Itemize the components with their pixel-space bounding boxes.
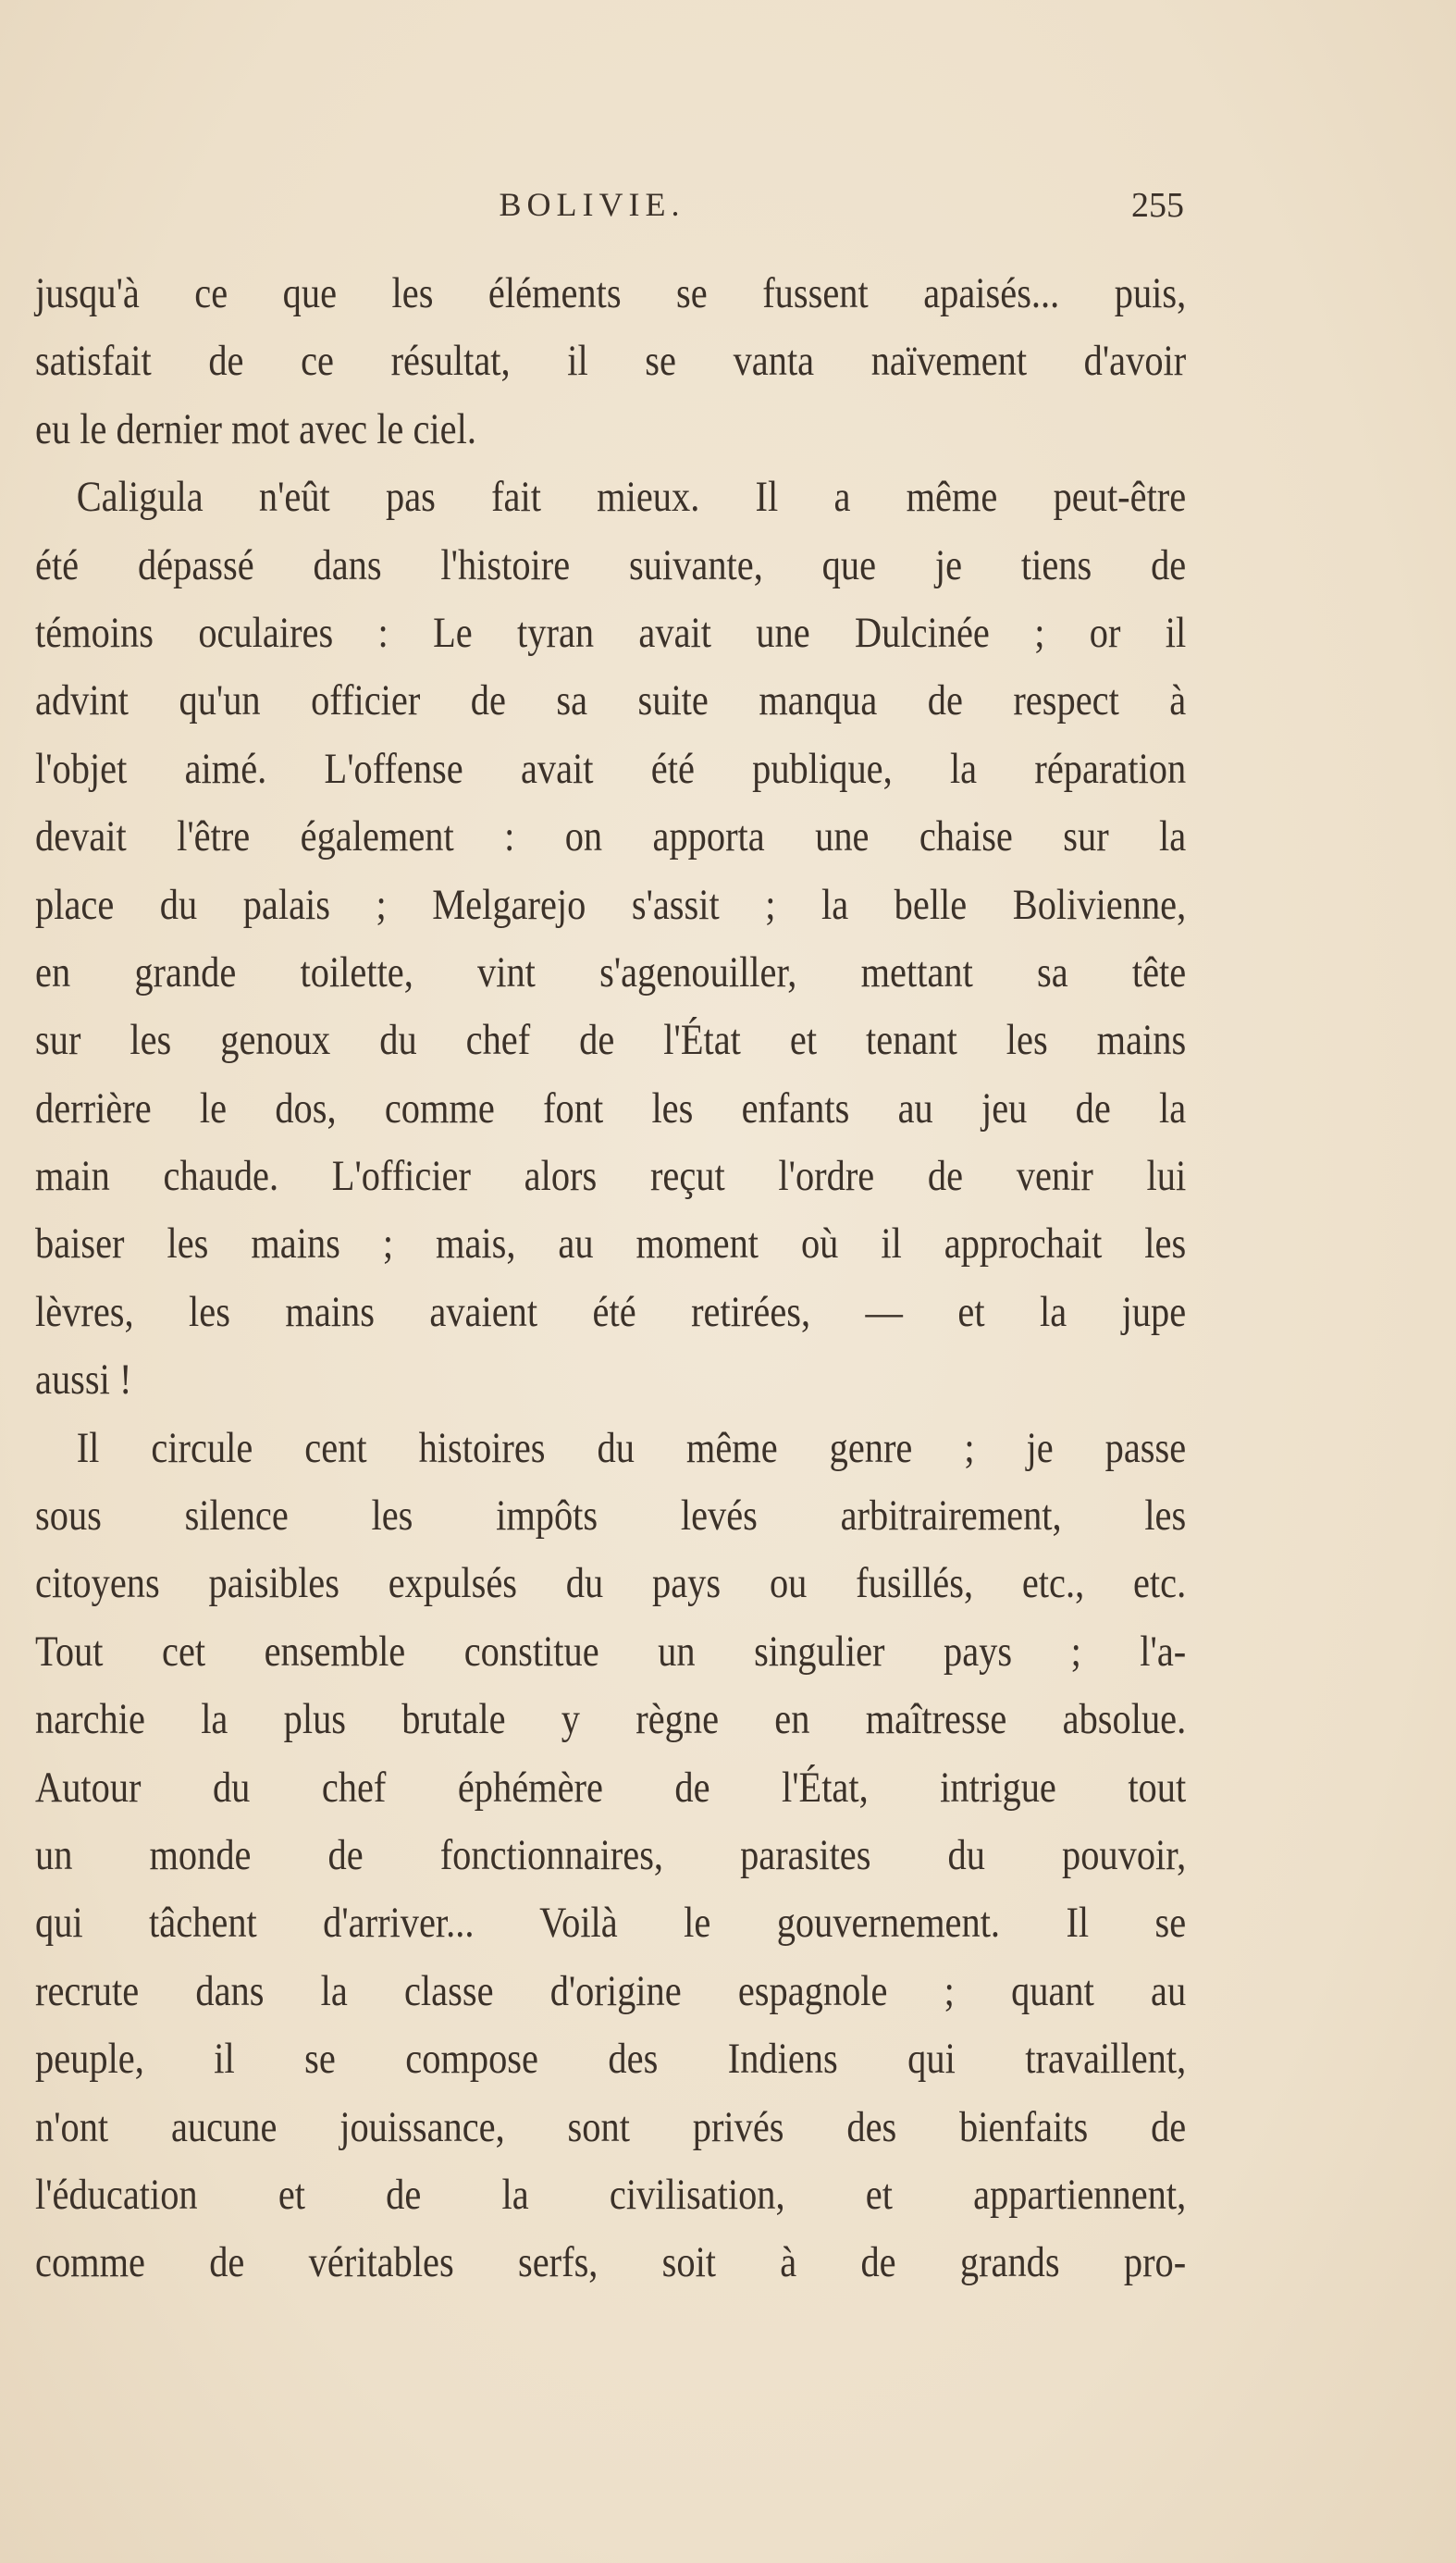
text-line: l'objet aimé. L'offense avait été publique, la réparation [35,744,1187,793]
text-line: place du palais ; Melgarejo s'assit ; la belle Bolivienne, [35,880,1187,929]
text-line: citoyens paisibles expulsés du pays ou fusillés, etc., etc. [35,1559,1187,1608]
text-line: n'ont aucune jouissance, sont privés des bienfaits de [35,2102,1187,2151]
text-line: satisfait de ce résultat, il se vanta naïvement d'avoir [35,337,1187,386]
text-line: recrute dans la classe d'origine espagnole ; quant au [35,1966,1187,2015]
body-text [35,260,1186,2297]
text-line: eu le dernier mot avec le ciel. [35,404,476,453]
text-line: devait l'être également : on apporta une chaise sur la [35,812,1187,861]
text-line: un monde de fonctionnaires, parasites du pouvoir, [35,1830,1187,1879]
text-line: narchie la plus brutale y règne en maîtresse absolue. [35,1695,1187,1744]
text-line: main chaude. L'officier alors reçut l'ordre de venir lui [35,1152,1187,1201]
text-line: sur les genoux du chef de l'État et tenant les mains [35,1016,1187,1065]
text-line: jusqu'à ce que les éléments se fussent apaisés... puis, [35,269,1187,317]
text-line: qui tâchent d'arriver... Voilà le gouvernement. Il se [35,1899,1187,1948]
text-line: été dépassé dans l'histoire suivante, que je tiens de [35,540,1187,589]
text-line: derrière le dos, comme font les enfants au jeu de la [35,1083,1187,1133]
text-line: aussi ! [35,1356,132,1405]
text-line: peuple, il se compose des Indiens qui travaillent, [35,2035,1187,2084]
text-line: Autour du chef éphémère de l'État, intrigue tout [35,1763,1187,1812]
text-line: comme de véritables serfs, soit à de grands pro- [35,2238,1187,2287]
page-number: 255 [1131,186,1184,225]
text-line: Caligula n'eût pas fait mieux. Il a même peut-être [76,473,1187,522]
text-line: Il circule cent histoires du même genre ; je passe [76,1423,1187,1472]
text-line: Tout cet ensemble constitue un singulier pays ; l'a- [35,1627,1187,1676]
text-line: sous silence les impôts levés arbitrairement, les [35,1492,1187,1541]
running-title: BOLIVIE. [499,186,685,223]
text-line: lèvres, les mains avaient été retirées, — et la jupe [35,1287,1187,1336]
text-line: en grande toilette, vint s'agenouiller, mettant sa tête [35,947,1187,997]
text-line: témoins oculaires : Le tyran avait une Dulcinée ; or il [35,608,1187,657]
text-line: advint qu'un officier de sa suite manqua de respect à [35,676,1187,725]
text-line: baiser les mains ; mais, au moment où il approchait les [35,1220,1187,1269]
text-line: l'éducation et de la civilisation, et appartiennent, [35,2170,1187,2219]
